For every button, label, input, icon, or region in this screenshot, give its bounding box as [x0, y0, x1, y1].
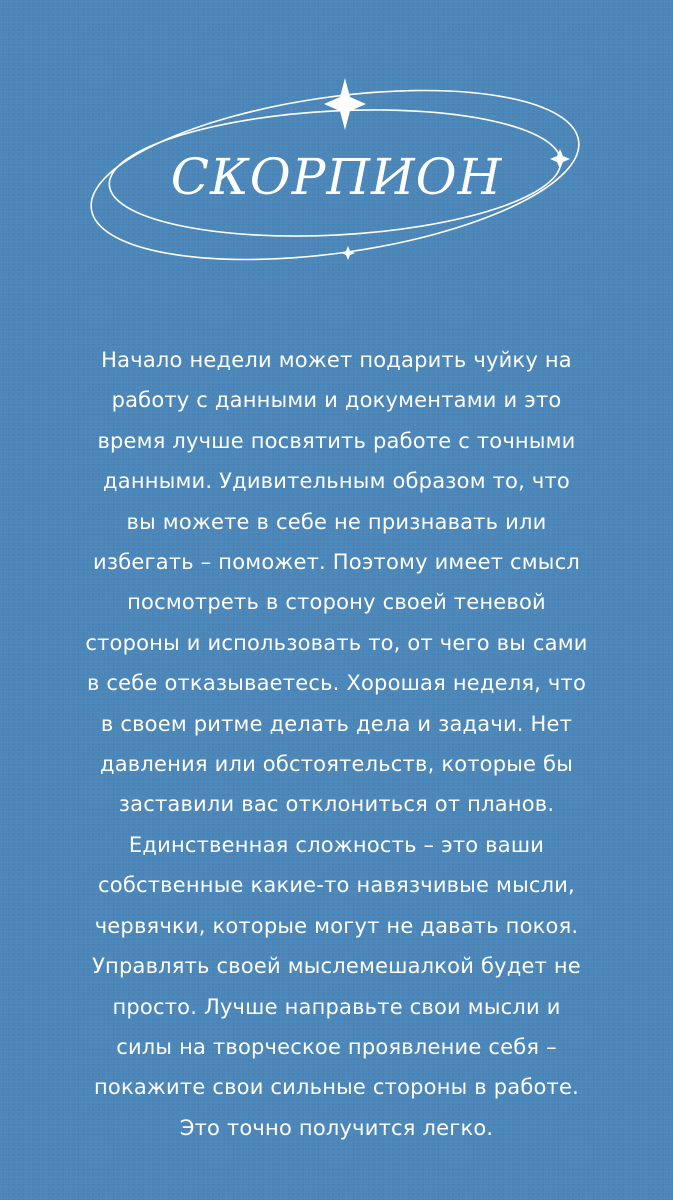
forecast-line: Управлять своей мыслемешалкой будет не — [92, 954, 581, 979]
forecast-line: работу с данными и документами и это — [111, 388, 562, 413]
forecast-line: давления или обстоятельств, которые бы — [100, 752, 573, 777]
forecast-line: червячки, которые могут не давать покоя. — [94, 913, 579, 938]
forecast-line: собственные какие-то навязчивые мысли, — [98, 873, 575, 898]
forecast-line: просто. Лучше направьте свои мысли и — [112, 994, 561, 1019]
sparkle-star-tiny-icon — [341, 246, 355, 260]
forecast-line: в своем ритме делать дела и задачи. Нет — [100, 711, 573, 736]
forecast-line: Начало недели может подарить чуйку на — [101, 348, 572, 372]
title-emblem — [0, 60, 673, 290]
forecast-line: силы на творческое проявление себя – — [116, 1034, 557, 1059]
sign-title: СКОРПИОН — [170, 148, 503, 206]
forecast-line: Это точно получится легко. — [179, 1115, 494, 1140]
forecast-line: посмотреть в сторону своей теневой — [127, 590, 546, 615]
forecast-line: вы можете в себе не признавать или — [126, 509, 547, 534]
forecast-line: время лучше посвятить работе с точными — [97, 428, 576, 453]
sparkle-star-large-icon — [324, 78, 366, 130]
forecast-line: Единственная сложность – это ваши — [128, 832, 545, 857]
forecast-line: заставили вас отклониться от планов. — [118, 792, 555, 817]
forecast-line: покажите свои сильные стороны в работе. — [94, 1075, 579, 1100]
forecast-line: стороны и использовать то, от чего вы сами — [85, 630, 588, 655]
forecast-line: избегать – поможет. Поэтому имеет смысл — [93, 550, 580, 575]
forecast-line: в себе отказываетесь. Хорошая неделя, что — [86, 671, 587, 696]
forecast-line: данными. Удивительным образом то, что — [103, 469, 570, 494]
forecast-text — [52, 340, 621, 1148]
